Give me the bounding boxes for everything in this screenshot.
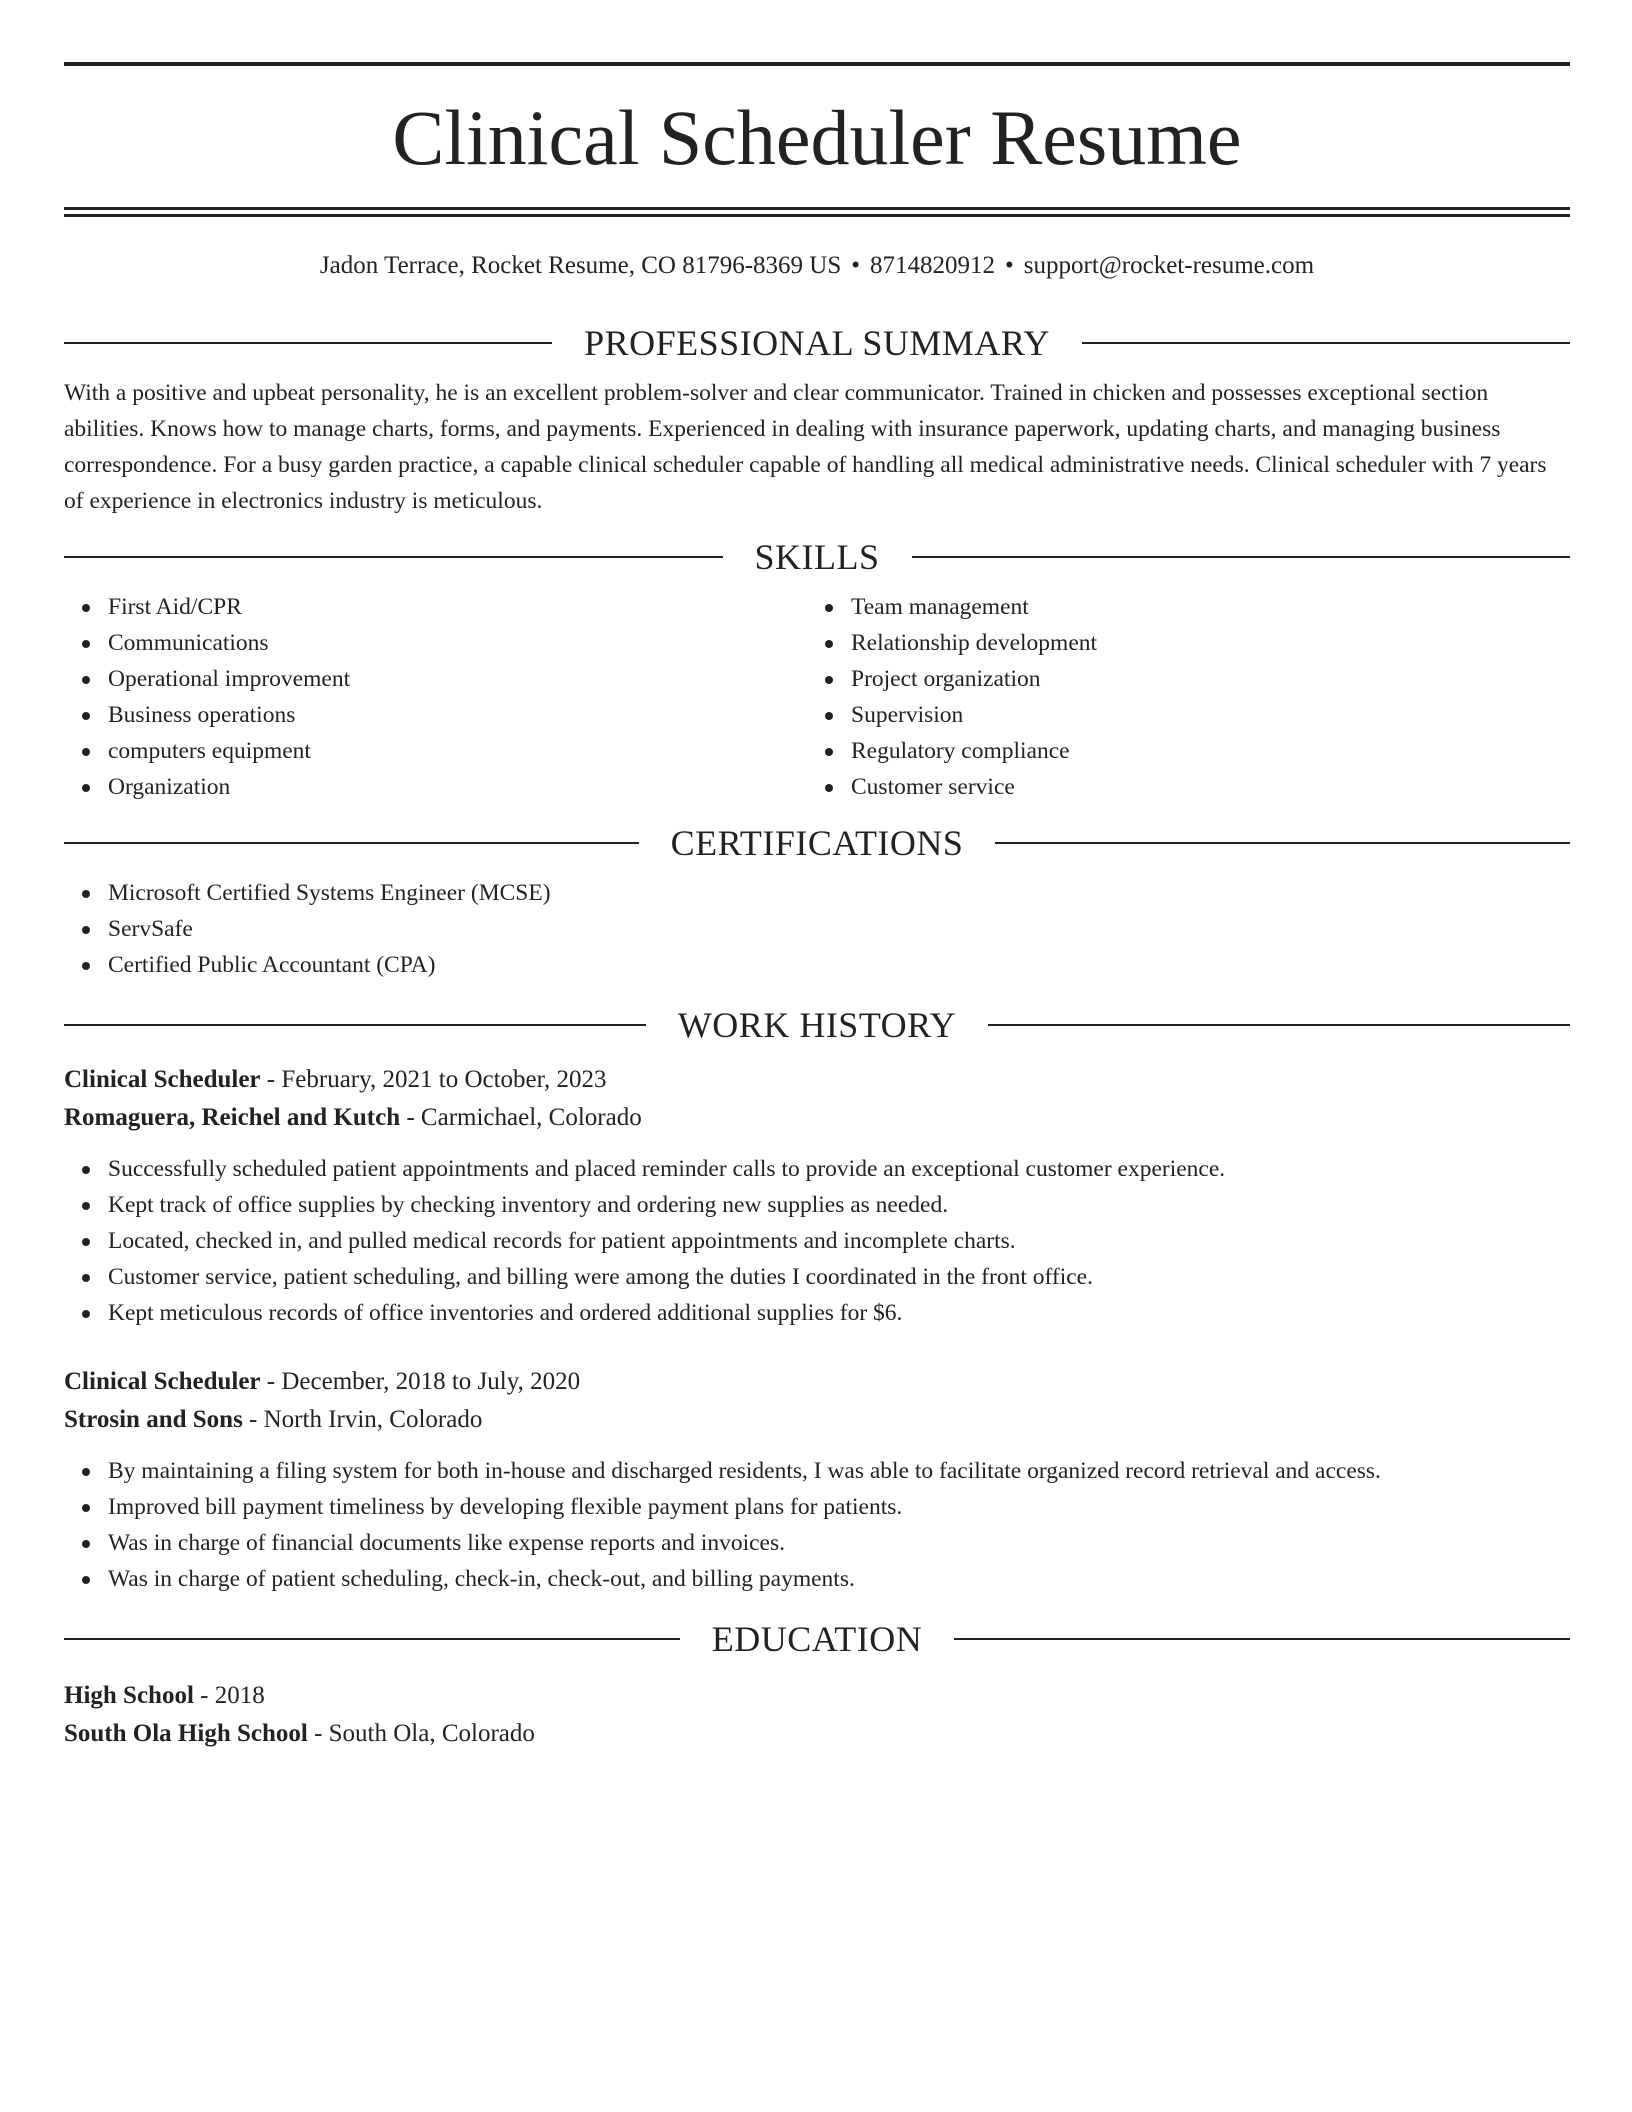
education-degree-line (64, 1677, 1570, 1715)
skills-list-right (807, 589, 1550, 805)
education-year: - 2018 (193, 1682, 265, 1709)
education-degree: High School (64, 1682, 194, 1709)
job-entry (64, 1363, 1570, 1597)
heading-rule-right (1082, 342, 1570, 344)
skill-item: Business operations (108, 697, 807, 733)
job-location: - Carmichael, Colorado (400, 1104, 642, 1131)
education-heading (64, 1619, 1570, 1659)
heading-rule-left (64, 556, 723, 558)
job-title-line (64, 1061, 1570, 1099)
skill-item: Communications (108, 625, 807, 661)
job-duty-item: Successfully scheduled patient appointments and placed reminder calls to provide an exceptional customer experience. (108, 1151, 1570, 1187)
job-dates: - February, 2021 to October, 2023 (260, 1066, 607, 1093)
job-company: Romaguera, Reichel and Kutch (64, 1104, 401, 1131)
job-title-line (64, 1363, 1570, 1401)
skills-list-left (64, 589, 807, 805)
contact-separator: • (851, 252, 860, 279)
education-school-line (64, 1715, 1570, 1753)
heading-rule-right (988, 1024, 1570, 1026)
page-title: Clinical Scheduler Resume (392, 94, 1242, 181)
skill-item: Organization (108, 769, 807, 805)
education-school: South Ola High School (64, 1720, 308, 1747)
job-dates: - December, 2018 to July, 2020 (260, 1368, 581, 1395)
heading-rule-right (995, 842, 1570, 844)
skill-item: computers equipment (108, 733, 807, 769)
job-duties-list (64, 1453, 1570, 1597)
skill-item: Operational improvement (108, 661, 807, 697)
skills-column-left (64, 589, 807, 805)
skills-grid (64, 589, 1570, 805)
certifications-heading-label: CERTIFICATIONS (670, 823, 964, 863)
skill-item: Customer service (851, 769, 1550, 805)
resume-content (64, 62, 1570, 1753)
summary-heading (64, 323, 1570, 363)
skill-item: Project organization (851, 661, 1550, 697)
job-company-line (64, 1401, 1570, 1439)
job-entry (64, 1061, 1570, 1331)
certifications-heading (64, 823, 1570, 863)
contact-email: support@rocket-resume.com (1023, 252, 1315, 279)
contact-line (64, 251, 1570, 281)
work-history-heading (64, 1005, 1570, 1045)
contact-address: Jadon Terrace, Rocket Resume, CO 81796-8369 US (319, 252, 842, 279)
certification-item: Certified Public Accountant (CPA) (108, 947, 1570, 983)
education-entry (64, 1677, 1570, 1753)
job-duty-item: Was in charge of patient scheduling, check-in, check-out, and billing payments. (108, 1561, 1570, 1597)
skill-item: Relationship development (851, 625, 1550, 661)
education-heading-label: EDUCATION (711, 1619, 923, 1659)
job-duty-item: Kept meticulous records of office inventories and ordered additional supplies for $6. (108, 1295, 1570, 1331)
skills-column-right (807, 589, 1550, 805)
job-location: - North Irvin, Colorado (242, 1406, 483, 1433)
contact-phone: 8714820912 (870, 252, 995, 279)
summary-text: With a positive and upbeat personality, he is an excellent problem-solver and clear communicator. Trained in chicken and possesses exceptional section abilities. Knows how to manage charts, forms, and payments. Experienced in dealing with insurance paperwork, updating charts, and managing business correspondence. For a busy garden practice, a capable clinical scheduler capable of handling all medical administrative needs. Clinical scheduler with 7 years of experience in electronics industry is meticulous. (64, 380, 1547, 514)
heading-rule-left (64, 842, 639, 844)
job-duty-item: Improved bill payment timeliness by developing flexible payment plans for patients. (108, 1489, 1570, 1525)
contact-separator: • (1005, 252, 1014, 279)
heading-rule-left (64, 1638, 680, 1640)
job-duty-item: Customer service, patient scheduling, and billing were among the duties I coordinated in the front office. (108, 1259, 1570, 1295)
job-duties-list (64, 1151, 1570, 1331)
work-history-heading-label: WORK HISTORY (677, 1005, 957, 1045)
title-double-rule (64, 207, 1570, 217)
job-duty-item: Located, checked in, and pulled medical records for patient appointments and incomplete charts. (108, 1223, 1570, 1259)
education-location: - South Ola, Colorado (307, 1720, 535, 1747)
job-title: Clinical Scheduler (64, 1066, 261, 1093)
skill-item: Team management (851, 589, 1550, 625)
certification-item: ServSafe (108, 911, 1570, 947)
job-company-line (64, 1099, 1570, 1137)
heading-rule-right (954, 1638, 1570, 1640)
summary-heading-label: PROFESSIONAL SUMMARY (584, 323, 1050, 363)
job-title: Clinical Scheduler (64, 1368, 261, 1395)
skill-item: First Aid/CPR (108, 589, 807, 625)
certifications-list (64, 875, 1570, 983)
certification-item: Microsoft Certified Systems Engineer (MCSE) (108, 875, 1570, 911)
heading-rule-left (64, 1024, 646, 1026)
heading-rule-left (64, 342, 552, 344)
job-company: Strosin and Sons (64, 1406, 243, 1433)
skills-heading (64, 537, 1570, 577)
skill-item: Regulatory compliance (851, 733, 1550, 769)
job-duty-item: Kept track of office supplies by checking inventory and ordering new supplies as needed. (108, 1187, 1570, 1223)
skills-heading-label: SKILLS (754, 537, 880, 577)
skill-item: Supervision (851, 697, 1550, 733)
top-rule (64, 62, 1570, 66)
job-duty-item: By maintaining a filing system for both in-house and discharged residents, I was able to facilitate organized record retrieval and access. (108, 1453, 1570, 1489)
job-duty-item: Was in charge of financial documents like expense reports and invoices. (108, 1525, 1570, 1561)
heading-rule-right (912, 556, 1571, 558)
